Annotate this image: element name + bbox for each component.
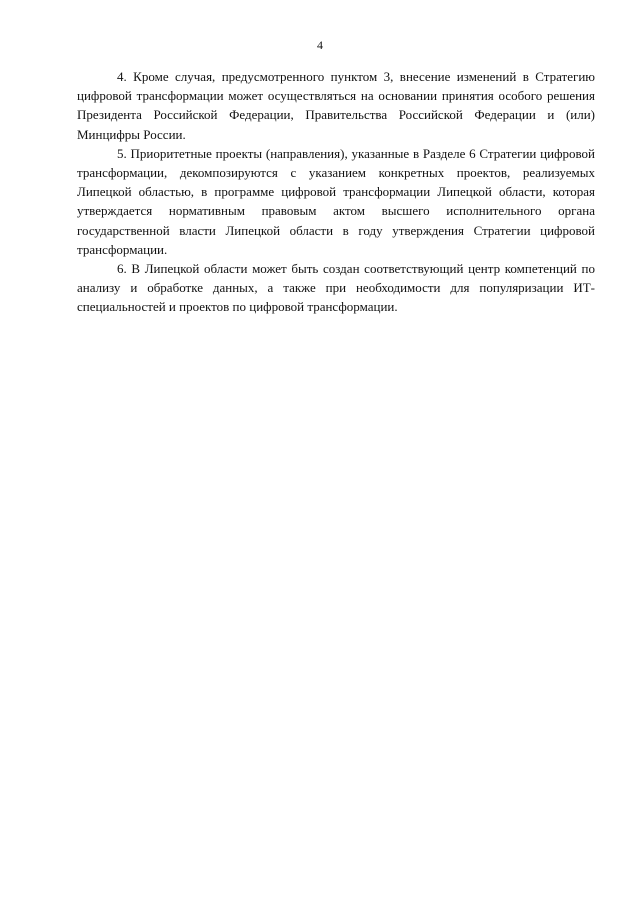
- paragraph-6: 6. В Липецкой области может быть создан соответствующий центр компетенций по анализу и обработке данных, а также при необходимости для популяризации ИТ-специальностей и проектов по цифровой трансформации.: [77, 261, 595, 315]
- page-number: 4: [317, 38, 323, 52]
- paragraph-4: 4. Кроме случая, предусмотренного пунктом 3, внесение изменений в Стратегию цифровой трансформации может осуществляться на основании принятия особого решения Президента Российской Федерации, Правительства Российской Федерации и (или) Минцифры России.: [77, 69, 595, 142]
- paragraph-5: 5. Приоритетные проекты (направления), указанные в Разделе 6 Стратегии цифровой трансформации, декомпозируются с указанием конкретных проектов, реализуемых Липецкой областью, в программе цифровой трансформации Липецкой области, которая утверждается нормативным правовым актом высшего исполнительного органа государственной власти Липецкой области в году утверждения Стратегии цифровой трансформации.: [77, 145, 595, 257]
- document-body: [77, 67, 595, 317]
